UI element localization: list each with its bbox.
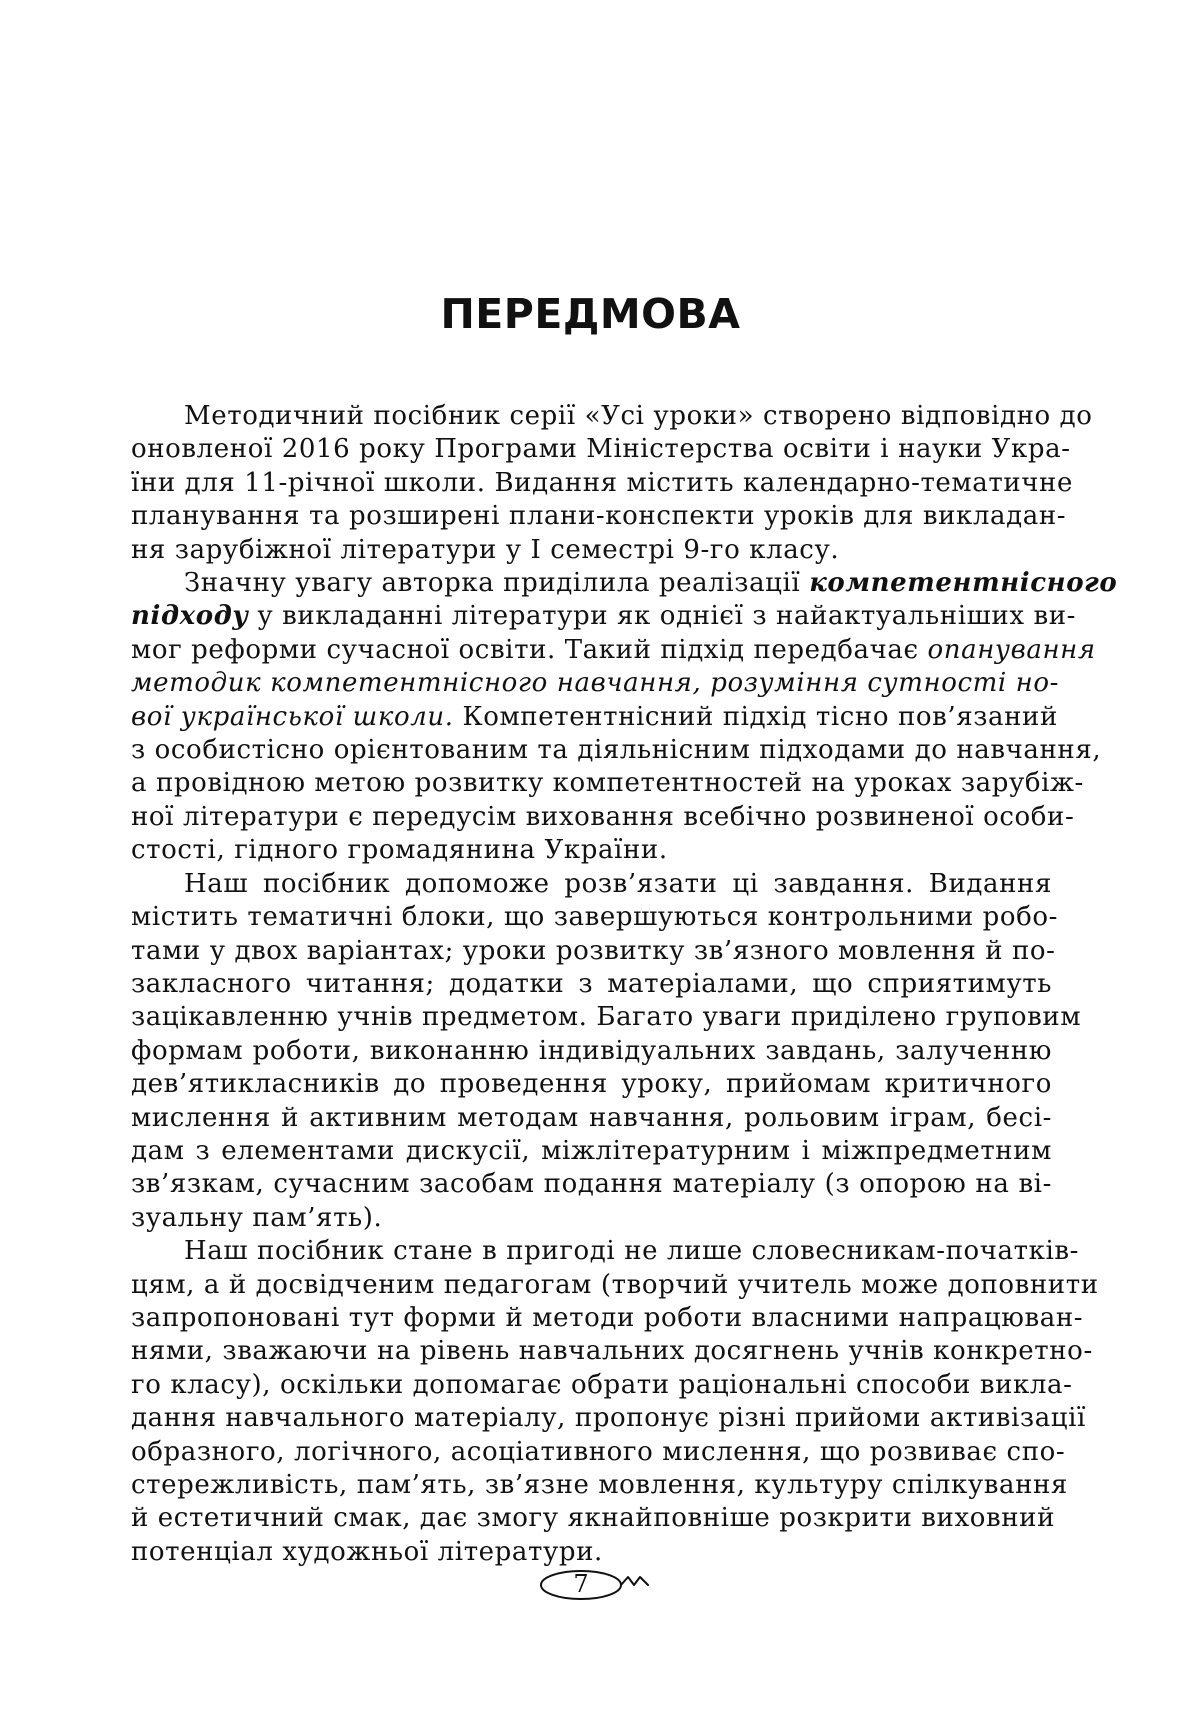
text-line: цям, а й досвідченим педагогам (творчий учитель може доповнити — [131, 1269, 1099, 1300]
text-segment: Компетентнісний підхід тісно пов’язаний — [453, 701, 1058, 732]
text-line: з особистісно орієнтованим та діяльнісним підходами до навчання, — [131, 735, 1102, 766]
text-line — [131, 701, 1058, 734]
emphasis-bold-italic: підходу — [131, 601, 249, 632]
text-line: оновленої 2016 року Програми Міністерства освіти і науки Укра- — [131, 434, 1071, 465]
page-title: ПЕРЕДМОВА — [440, 290, 741, 338]
text-line — [131, 634, 1096, 667]
emphasis-italic: опанування — [927, 634, 1096, 665]
text-line: потенціал художньої літератури. — [131, 1536, 603, 1567]
text-line: го класу), оскільки допомагає обрати раціональні способи викла- — [131, 1369, 1073, 1400]
text-line: Методичний посібник серії «Усі уроки» створено відповідно до — [184, 401, 1093, 431]
text-line: зацікавленню учнів предметом. Багато уваги приділено груповим — [131, 1002, 1082, 1033]
text-line: формам роботи, виконанню індивідуальних завдань, залученню — [131, 1035, 1052, 1066]
text-line: запропоновані тут форми й методи роботи власними напрацюван- — [131, 1302, 1084, 1333]
text-segment: у викладанні літератури як однієї з найактуальніших ви- — [248, 601, 1077, 632]
text-line: стості, гідного громадянина України. — [131, 835, 668, 866]
text-line: тами у двох варіантах; уроки розвитку зв’язного мовлення й по- — [131, 935, 1056, 966]
text-line: мислення й активним методам навчання, рольовим іграм, бесі- — [131, 1102, 1052, 1133]
text-line: планування та розширені плани-конспекти уроків для викладан- — [131, 501, 1067, 532]
text-line: містить тематичні блоки, що завершуються контрольними робо- — [131, 902, 1059, 933]
text-line-italic: методик компетентнісного навчання, розуміння сутності но- — [131, 668, 1060, 699]
text-line: й естетичний смак, дає змогу якнайповніше розкрити виховний — [131, 1503, 1055, 1534]
text-line: зуальну пам’ять). — [131, 1202, 383, 1233]
text-line: образного, логічного, асоціативного мислення, що розвиває спо- — [131, 1436, 1066, 1467]
text-line: нями, зважаючи на рівень навчальних досягнень учнів конкретно- — [131, 1336, 1093, 1367]
text-line: зв’язкам, сучасним засобам подання матеріалу (з опорою на ві- — [131, 1169, 1052, 1200]
emphasis-bold-italic: компетентнісного — [809, 568, 1118, 599]
text-line — [131, 600, 1077, 633]
text-line: дев’ятикласників до проведення уроку, прийомам критичного — [131, 1069, 1052, 1100]
text-line — [131, 567, 1118, 600]
page-number: 7 — [573, 1570, 589, 1598]
text-segment: мог реформи сучасної освіти. Такий підхід передбачає — [131, 634, 928, 665]
text-line: їни для 11-річної школи. Видання містить календарно-тематичне — [131, 467, 1073, 498]
body-text — [131, 400, 1118, 1569]
text-line: закласного читання; додатки з матеріалами, що сприятимуть — [131, 968, 1052, 999]
text-segment: Значну увагу авторка приділила реалізації — [184, 568, 810, 599]
page-number-badge — [540, 1565, 650, 1605]
text-line: а провідною метою розвитку компетентностей на уроках зарубіж- — [131, 768, 1084, 799]
emphasis-italic: вої української школи. — [131, 701, 454, 732]
text-line: дам з елементами дискусії, міжлітературним і міжпредметним — [131, 1135, 1052, 1166]
text-line: ної літератури є передусім виховання всебічно розвиненої особи- — [131, 801, 1075, 832]
text-line: дання навчального матеріалу, пропонує різні прийоми активізації — [131, 1403, 1086, 1434]
text-line: Наш посібник стане в пригоді не лише словесникам-початків- — [184, 1236, 1080, 1267]
text-line: стережливість, пам’ять, зв’язне мовлення, культуру спілкування — [131, 1470, 1068, 1500]
text-line: ня зарубіжної літератури у І семестрі 9-го класу. — [131, 534, 840, 565]
text-line: Наш посібник допоможе розв’язати ці завдання. Видання — [184, 868, 1052, 899]
